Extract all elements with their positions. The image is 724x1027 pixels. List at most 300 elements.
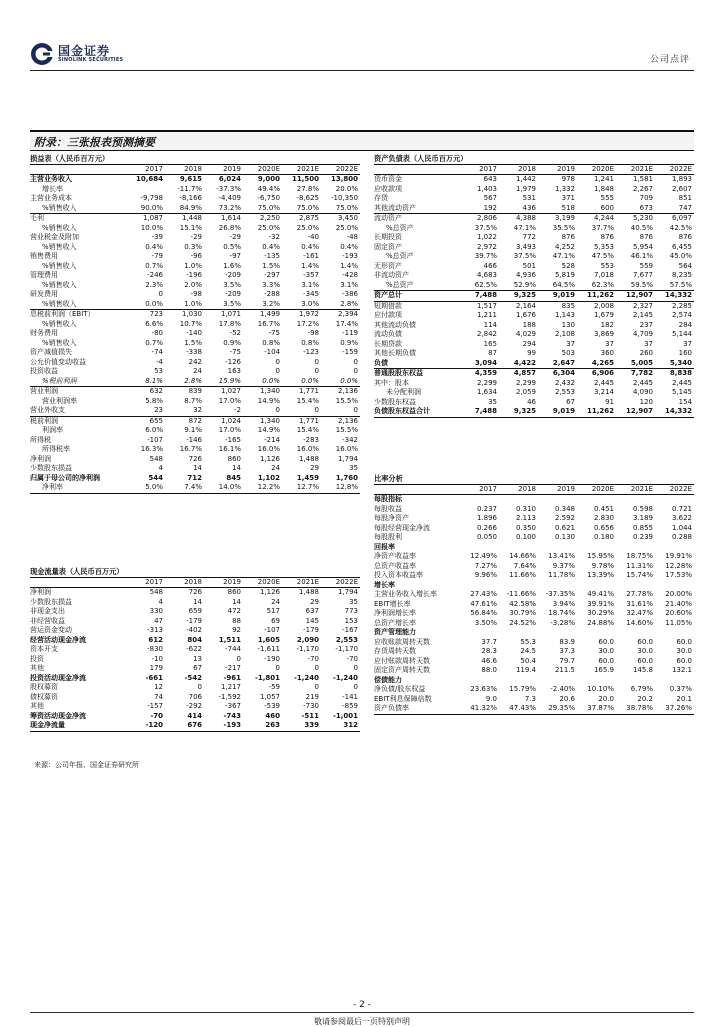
- header-divider: [30, 70, 694, 71]
- value-cell: 0.5%: [223, 242, 241, 251]
- value-cell: 119.4: [515, 666, 536, 674]
- value-cell: 46.6: [481, 656, 497, 665]
- value-cell: 3,094: [460, 359, 499, 369]
- row-label: 净利润: [30, 588, 51, 596]
- value-cell: 2,445: [671, 378, 692, 387]
- row-label: 长期投资: [374, 233, 402, 241]
- value-cell: 726: [188, 454, 202, 463]
- value-cell: 47.5%: [591, 252, 614, 260]
- table-row: [30, 367, 360, 377]
- value-cell: 14,332: [655, 291, 694, 302]
- value-cell: 154: [678, 397, 692, 406]
- row-label: 非经营收益: [30, 616, 65, 625]
- table-row: [30, 626, 360, 636]
- value-cell: 1,679: [593, 311, 614, 319]
- value-cell: 0: [353, 357, 358, 366]
- table-row: [30, 185, 360, 195]
- header-label-cell: [374, 164, 460, 175]
- row-label: 流动负债: [374, 330, 402, 338]
- row-label: 经营活动现金净流: [30, 635, 86, 644]
- row-label: 净资产收益率: [374, 552, 416, 560]
- value-cell: -96: [190, 252, 202, 260]
- table-row: [374, 291, 694, 302]
- value-cell: 25.0%: [257, 223, 280, 232]
- row-label: EBIT增长率: [374, 599, 411, 608]
- value-cell: 13.39%: [587, 571, 614, 579]
- value-cell: 3.1%: [301, 280, 319, 289]
- table-row: [30, 377, 360, 387]
- value-cell: [655, 581, 694, 591]
- row-label: 研发费用: [30, 290, 58, 298]
- value-cell: 91: [605, 397, 614, 406]
- value-cell: 4: [158, 464, 163, 472]
- year-header: 2019: [538, 484, 577, 495]
- value-cell: 67: [566, 397, 575, 406]
- value-cell: 99: [527, 349, 536, 357]
- value-cell: 4,265: [577, 359, 616, 369]
- table-row: [30, 252, 360, 262]
- table-row: [374, 330, 694, 340]
- value-cell: 7.4%: [165, 483, 204, 493]
- row-label: %销售收入: [42, 223, 77, 232]
- row-label: 资产总计: [374, 291, 460, 302]
- value-cell: 45.0%: [669, 252, 692, 260]
- section-title-row: [374, 154, 694, 164]
- table-row: [30, 617, 360, 627]
- value-cell: -165: [225, 435, 241, 444]
- value-cell: 1,241: [593, 175, 614, 183]
- section-title-row: [374, 474, 694, 484]
- table-row: [374, 407, 694, 417]
- value-cell: 21.40%: [665, 599, 692, 608]
- value-cell: 60.0: [676, 656, 692, 665]
- value-cell: -345: [303, 290, 319, 298]
- value-cell: 47.1%: [513, 223, 536, 232]
- value-cell: 16.0%: [257, 445, 280, 453]
- row-label: 主营业务成本: [30, 194, 72, 202]
- value-cell: 7,018: [593, 271, 614, 279]
- value-cell: -146: [186, 435, 202, 444]
- value-cell: 0: [314, 683, 319, 691]
- row-label: 其他: [30, 702, 44, 710]
- row-label: 投资: [30, 654, 44, 663]
- value-cell: 11,262: [577, 291, 616, 302]
- value-cell: 9.78%: [591, 561, 614, 570]
- value-cell: 3.622: [671, 514, 692, 522]
- value-cell: 9,019: [538, 407, 577, 417]
- row-label: 资产管理能力: [374, 628, 416, 636]
- value-cell: 37.5%: [474, 223, 497, 232]
- table-row: [30, 636, 360, 646]
- value-cell: 15.79%: [509, 685, 536, 693]
- table-row: [374, 369, 694, 379]
- value-cell: -59: [268, 683, 280, 691]
- value-cell: 20.00%: [665, 590, 692, 598]
- year-header: 2020E: [243, 577, 282, 588]
- value-cell: 501: [522, 261, 536, 270]
- value-cell: [577, 628, 616, 638]
- table-row: [374, 657, 694, 667]
- value-cell: 24.5: [520, 647, 536, 655]
- table-row: [374, 685, 694, 695]
- section-title-row: [30, 567, 360, 577]
- value-cell: 37: [566, 339, 575, 348]
- value-cell: 60.0: [598, 637, 614, 646]
- value-cell: -214: [264, 435, 280, 444]
- row-label: 营业利润率: [42, 396, 77, 405]
- table-row: [30, 664, 360, 674]
- value-cell: 17.0%: [218, 396, 241, 405]
- value-cell: -386: [342, 290, 358, 298]
- value-cell: 6.0%: [145, 426, 163, 434]
- row-label: 销售费用: [30, 252, 58, 260]
- table-row: [30, 416, 360, 426]
- row-label: 股权募资: [30, 683, 58, 691]
- table-row: [30, 175, 360, 185]
- value-cell: 10.10%: [587, 685, 614, 693]
- table-row: [374, 262, 694, 272]
- value-cell: 1,027: [220, 387, 241, 395]
- value-cell: 0.4%: [301, 242, 319, 251]
- value-cell: 20.1: [676, 694, 692, 703]
- row-label: 货币资金: [374, 175, 402, 183]
- table-row: [374, 398, 694, 408]
- value-cell: 1,030: [181, 310, 202, 318]
- value-cell: -209: [225, 271, 241, 279]
- value-cell: 0.266: [476, 523, 497, 532]
- value-cell: 4,244: [593, 214, 614, 222]
- value-cell: 64.5%: [538, 281, 577, 291]
- value-cell: 1,581: [632, 175, 653, 183]
- value-cell: -52: [229, 329, 241, 337]
- value-cell: [577, 495, 616, 505]
- value-cell: 42.5%: [669, 223, 692, 232]
- value-cell: 4,090: [632, 388, 653, 396]
- value-cell: -140: [186, 329, 202, 337]
- value-cell: [616, 495, 655, 505]
- row-label: 净利润增长率: [374, 609, 416, 617]
- value-cell: 1.5%: [184, 338, 202, 347]
- value-cell: 37: [605, 339, 614, 348]
- table-row: [374, 609, 694, 619]
- table-row: [374, 600, 694, 610]
- value-cell: 16.0%: [335, 445, 358, 453]
- value-cell: -79: [151, 252, 163, 260]
- value-cell: 153: [344, 616, 358, 625]
- value-cell: -40: [307, 233, 319, 241]
- value-cell: 706: [188, 692, 202, 701]
- value-cell: 2.592: [554, 514, 575, 522]
- value-cell: 1,057: [259, 692, 280, 701]
- year-header: 2018: [165, 577, 204, 588]
- year-header: 2021E: [616, 164, 655, 175]
- value-cell: -123: [303, 348, 319, 356]
- value-cell: 62.3%: [577, 281, 616, 291]
- row-label: 负债: [374, 359, 460, 369]
- value-cell: 35.5%: [552, 223, 575, 232]
- row-label: 归属于母公司的净利润: [30, 473, 100, 482]
- value-cell: -743: [223, 711, 241, 720]
- value-cell: -80: [151, 329, 163, 337]
- value-cell: 37: [644, 339, 653, 348]
- value-cell: 50.4: [520, 656, 536, 665]
- value-cell: 1.4%: [301, 261, 319, 270]
- value-cell: 1.044: [671, 523, 692, 532]
- value-cell: 1.4%: [340, 261, 358, 270]
- value-cell: 24: [271, 464, 280, 472]
- value-cell: 772: [522, 233, 536, 241]
- value-cell: -402: [186, 626, 202, 634]
- company-logo: [30, 40, 150, 70]
- value-cell: 773: [344, 607, 358, 615]
- value-cell: 2,875: [298, 214, 319, 222]
- value-cell: 747: [655, 204, 694, 214]
- value-cell: 3.50%: [474, 618, 497, 627]
- row-label: 增长率: [374, 580, 395, 589]
- row-label: 主营业务收入增长率: [374, 590, 437, 598]
- value-cell: 60.0: [637, 637, 653, 646]
- value-cell: 20.2: [637, 694, 653, 703]
- value-cell: 7,488: [460, 291, 499, 302]
- table-row: [374, 359, 694, 369]
- value-cell: 8.1%: [126, 377, 165, 387]
- value-cell: 26.8%: [218, 223, 241, 232]
- value-cell: 2,299: [476, 378, 497, 387]
- year-header: 2017: [126, 164, 165, 175]
- value-cell: 145.8: [632, 666, 653, 674]
- value-cell: 56.84%: [470, 609, 497, 617]
- table-row: [374, 695, 694, 705]
- value-cell: 15.4%: [296, 426, 319, 434]
- value-cell: 114: [483, 320, 497, 329]
- value-cell: 978: [561, 175, 575, 183]
- value-cell: 6,024: [218, 175, 241, 183]
- value-cell: 1,676: [515, 311, 536, 319]
- value-cell: 472: [227, 607, 241, 615]
- table-row: [374, 533, 694, 543]
- value-cell: -209: [225, 290, 241, 298]
- value-cell: 0.4%: [262, 242, 280, 251]
- value-cell: 643: [483, 175, 497, 183]
- value-cell: 2,145: [632, 311, 653, 319]
- table-row: [374, 704, 694, 714]
- value-cell: 544: [148, 473, 163, 482]
- value-cell: 0: [314, 357, 319, 366]
- value-cell: -217: [225, 664, 241, 672]
- value-cell: 371: [561, 194, 575, 202]
- value-cell: 14.0%: [204, 483, 243, 493]
- value-cell: 2,445: [632, 378, 653, 387]
- table-row: [374, 349, 694, 359]
- value-cell: 14: [232, 597, 241, 606]
- table-row: [30, 329, 360, 339]
- value-cell: 20.60%: [665, 609, 692, 617]
- value-cell: -29: [190, 233, 202, 241]
- value-cell: 676: [165, 721, 204, 731]
- value-cell: 9,325: [499, 291, 538, 302]
- value-cell: -744: [225, 645, 241, 653]
- value-cell: 1,794: [337, 588, 358, 596]
- value-cell: 46: [527, 397, 536, 406]
- value-cell: 1,634: [476, 388, 497, 396]
- value-cell: 0.0%: [321, 377, 360, 387]
- value-cell: 14.66%: [509, 552, 536, 560]
- value-cell: 69: [271, 616, 280, 625]
- value-cell: -6,750: [257, 194, 280, 202]
- value-cell: -539: [264, 702, 280, 710]
- value-cell: [499, 495, 538, 505]
- value-cell: 835: [561, 301, 575, 310]
- value-cell: 17.4%: [335, 319, 358, 328]
- value-cell: [616, 676, 655, 686]
- value-cell: 1,071: [220, 310, 241, 318]
- table-row: [374, 552, 694, 562]
- value-cell: [616, 628, 655, 638]
- year-header: 2021E: [282, 164, 321, 175]
- value-cell: 0.7%: [145, 338, 163, 347]
- value-cell: 11.78%: [548, 571, 575, 579]
- value-cell: -98: [190, 290, 202, 298]
- row-label: 其他: [30, 664, 44, 672]
- balance-sheet-table: [374, 154, 694, 418]
- section-title: 损益表（人民币百万元）: [30, 154, 110, 163]
- row-label: 总资产收益率: [374, 561, 416, 570]
- cashflow-statement-table: [30, 567, 360, 732]
- value-cell: 1,771: [298, 387, 319, 395]
- value-cell: 12: [154, 683, 163, 691]
- value-cell: 39.7%: [474, 252, 497, 260]
- value-cell: 32.47%: [626, 609, 653, 617]
- value-cell: 460: [265, 711, 280, 720]
- value-cell: 2,108: [554, 330, 575, 338]
- value-cell: 0.0%: [243, 377, 282, 387]
- value-cell: -70: [307, 654, 319, 663]
- row-label: 净负债/股东权益: [374, 685, 426, 693]
- table-row: [374, 495, 694, 505]
- value-cell: 2,267: [632, 184, 653, 193]
- row-label: 资本开支: [30, 645, 58, 653]
- value-cell: -179: [303, 626, 319, 634]
- row-label: 每股指标: [374, 495, 402, 503]
- value-cell: 35: [488, 397, 497, 406]
- value-cell: -1,001: [332, 711, 358, 720]
- value-cell: 518: [538, 204, 577, 214]
- value-cell: 2,806: [476, 214, 497, 222]
- row-label: EBIT利息保障倍数: [374, 694, 432, 703]
- value-cell: 330: [149, 607, 163, 615]
- value-cell: 2,607: [671, 184, 692, 193]
- row-label: %税前利润: [30, 377, 126, 387]
- value-cell: -8,625: [296, 194, 319, 202]
- value-cell: 3.0%: [282, 300, 321, 310]
- value-cell: 179: [149, 664, 163, 672]
- value-cell: 4,359: [474, 369, 497, 377]
- value-cell: 559: [639, 261, 653, 270]
- table-row: [374, 505, 694, 515]
- value-cell: 24.88%: [587, 618, 614, 627]
- value-cell: 709: [639, 194, 653, 202]
- year-header: 2019: [204, 577, 243, 588]
- value-cell: 1,126: [259, 588, 280, 596]
- row-label: %总资产: [386, 223, 414, 232]
- value-cell: -75: [229, 348, 241, 356]
- row-label: 息税前利润（EBIT）: [30, 310, 95, 318]
- value-cell: 47.61%: [470, 599, 497, 608]
- value-cell: 5,353: [593, 242, 614, 251]
- value-cell: 1,605: [257, 635, 280, 644]
- value-cell: 466: [483, 261, 497, 270]
- value-cell: 0.9%: [340, 338, 358, 347]
- value-cell: 548: [149, 588, 163, 596]
- value-cell: 726: [188, 588, 202, 596]
- value-cell: 20.0%: [335, 184, 358, 193]
- value-cell: [460, 581, 499, 591]
- value-cell: 3.94%: [552, 599, 575, 608]
- value-cell: -297: [264, 271, 280, 279]
- value-cell: 655: [149, 416, 163, 425]
- value-cell: 3,199: [554, 214, 575, 222]
- row-label: 少数股东损益: [30, 597, 72, 606]
- value-cell: 15.74%: [626, 571, 653, 579]
- value-cell: 0.288: [671, 533, 692, 541]
- value-cell: 14.60%: [626, 618, 653, 627]
- value-cell: 13.41%: [548, 552, 575, 560]
- row-label: 其他流动资产: [374, 204, 460, 214]
- table-row: [30, 474, 360, 484]
- value-cell: 1,794: [337, 454, 358, 463]
- row-label: 少数股东损益: [30, 464, 72, 472]
- value-cell: 0: [353, 367, 358, 375]
- value-cell: 3.5%: [204, 300, 243, 310]
- value-cell: 18.74%: [548, 609, 575, 617]
- value-cell: 1,760: [335, 473, 358, 482]
- value-cell: 165.9: [593, 666, 614, 674]
- value-cell: 2,164: [515, 301, 536, 310]
- value-cell: 75.0%: [243, 204, 282, 214]
- year-header: 2018: [499, 484, 538, 495]
- value-cell: [655, 543, 694, 553]
- value-cell: -157: [147, 702, 163, 710]
- value-cell: 0.348: [554, 504, 575, 513]
- value-cell: -161: [303, 252, 319, 260]
- value-cell: 0.0%: [282, 377, 321, 387]
- value-cell: 73.2%: [204, 204, 243, 214]
- value-cell: 0.130: [554, 533, 575, 541]
- table-row: [30, 224, 360, 234]
- value-cell: [577, 581, 616, 591]
- table-row: [30, 712, 360, 722]
- value-cell: 47: [154, 616, 163, 625]
- section-title: 资产负债表（人民币百万元）: [374, 154, 468, 163]
- value-cell: 1,979: [515, 184, 536, 193]
- value-cell: 87: [488, 349, 497, 357]
- year-header: 2017: [126, 577, 165, 588]
- value-cell: 37.7: [481, 637, 497, 646]
- value-cell: 1,087: [142, 214, 163, 222]
- value-cell: 839: [188, 387, 202, 395]
- value-cell: -661: [145, 673, 163, 682]
- table-row: [30, 674, 360, 684]
- value-cell: 2,250: [259, 214, 280, 222]
- row-label: 财务费用: [30, 329, 58, 337]
- table-row: [30, 436, 360, 446]
- row-label: 应付账款周转天数: [374, 656, 430, 665]
- value-cell: -97: [229, 252, 241, 260]
- value-cell: 242: [188, 357, 202, 366]
- row-label: 存货: [374, 194, 388, 202]
- value-cell: 17.53%: [665, 571, 692, 579]
- value-cell: 3.189: [632, 514, 653, 522]
